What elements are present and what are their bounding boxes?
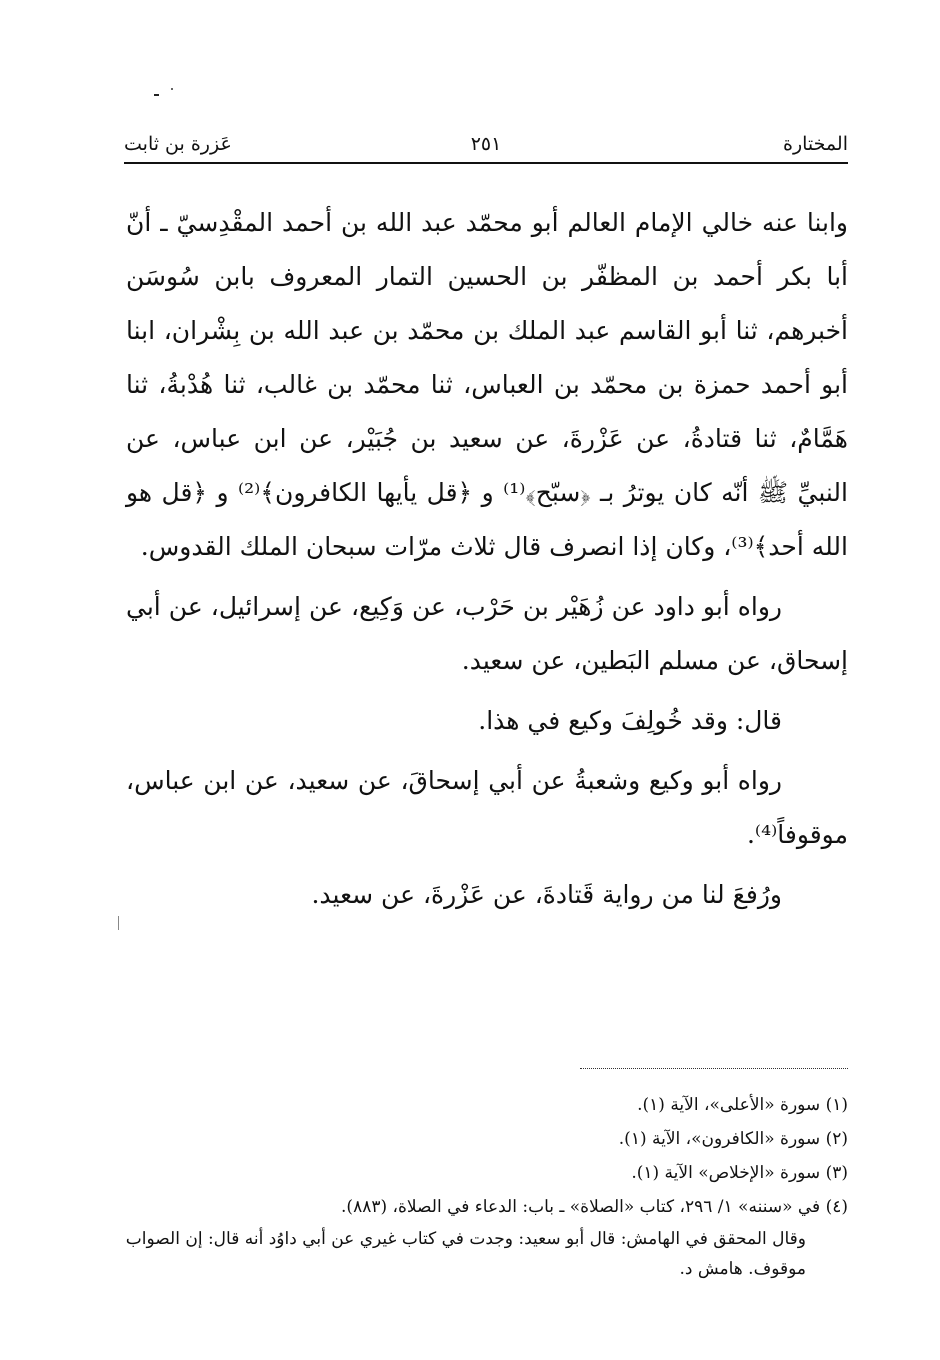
paragraph-qala: قال: وقد خُولِفَ وكيع في هذا. <box>478 706 782 735</box>
header-chapter-title: عَزرة بن ثابت <box>124 133 232 155</box>
page-number: ٢٥١ <box>470 133 502 155</box>
margin-tick <box>118 916 119 930</box>
footnote-1: (١) سورة «الأعلى»، الآية (١). <box>637 1095 848 1115</box>
header-book-title: المختارة <box>783 133 848 155</box>
header-rule <box>124 162 848 164</box>
paragraph-isnad: وابنا عنه خالي الإمام العالم أبو محمّد عبد الله بن أحمد المقْدِسيّ ـ أنّ أبا بكر أحمد بن المظفّر بن الحسين التمار المعروف بابن سُوسَن أخبرهم، ثنا أبو القاسم عبد الملك بن محمّد بن عبد الله بن بِشْران، ابنا أبو أحمد حمزة بن محمّد بن العباس، ثنا محمّد بن غالب، ثنا هُدْبةُ، ثنا هَمَّامٌ، ثنا قتادةُ، عن عَزْرةَ، عن سعيد بن جُبَيْر، عن ابن عباس، عن النبيِّ ﷺ أنّه كان يوترُ بـ ﴿سبّح﴾⁽¹⁾ و ﴿قل يأيها الكافرون﴾⁽²⁾ و ﴿قل هو الله أحد﴾⁽³⁾، وكان إذا انصرف قال ثلاث مرّات سبحان الملك القدوس. <box>126 208 848 561</box>
footnote-2: (٢) سورة «الكافرون»، الآية (١). <box>618 1129 848 1149</box>
footnote-separator <box>580 1068 848 1069</box>
paragraph-mawquf: رواه أبو وكيع وشعبةُ عن أبي إسحاقَ، عن سعيد، عن ابن عباس، موقوفاً⁽⁴⁾. <box>126 766 848 849</box>
running-header <box>124 120 848 160</box>
main-text <box>126 196 848 922</box>
paragraph-rufia: ورُفعَ لنا من رواية قَتادةَ، عن عَزْرةَ، عن سعيد. <box>311 880 782 909</box>
footnotes <box>120 1090 848 1288</box>
footnote-4: (٤) في «سننه» ١/ ٢٩٦، كتاب «الصلاة» ـ باب: الدعاء في الصلاة، (٨٨٣). <box>341 1197 848 1217</box>
paragraph-abu-dawud: رواه أبو داود عن زُهَيْر بن حَرْب، عن وَكِيع، عن إسرائيل، عن أبي إسحاق، عن مسلم البَطين، عن سعيد. <box>126 592 848 675</box>
footnote-4-continuation: وقال المحقق في الهامش: قال أبو سعيد: وجدت في كتاب غيري عن أبي داوُد أنه قال: إن الصواب موقوف. هامش د. <box>125 1229 806 1279</box>
footnote-3: (٣) سورة «الإخلاص» الآية (١). <box>631 1163 848 1183</box>
stray-ink-mark <box>150 86 180 100</box>
